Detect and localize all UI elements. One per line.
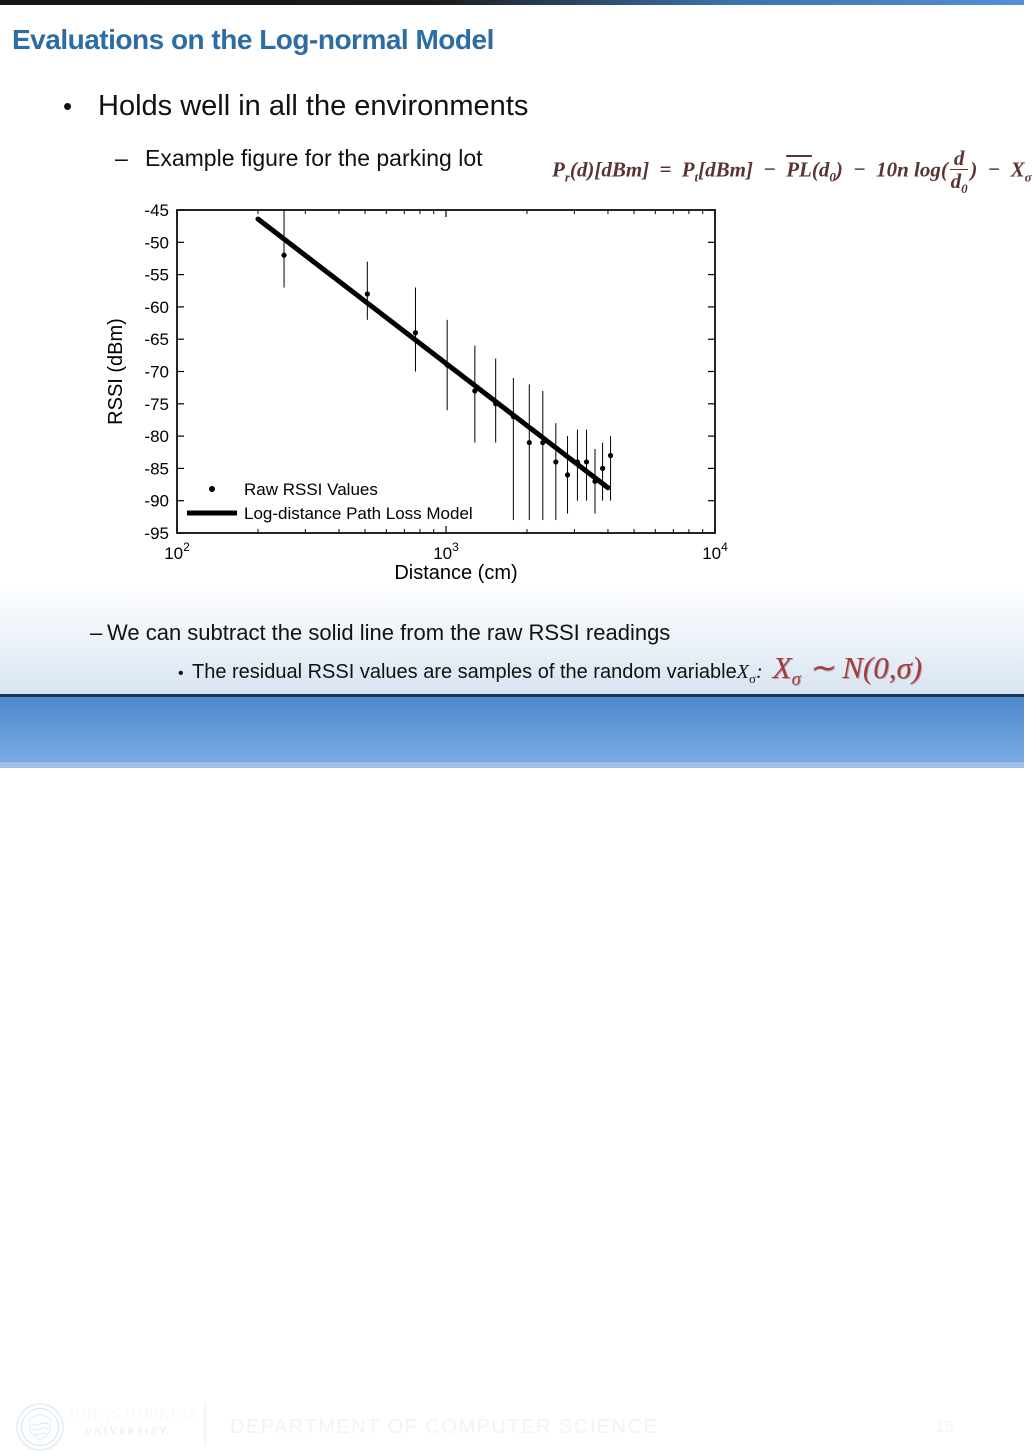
slide-title: Evaluations on the Log-normal Model — [12, 24, 494, 55]
eq-term: P — [681, 157, 695, 182]
eq-fraction-denominator: $d_0$ — [950, 169, 968, 197]
org-name: JOHNS HOPKINS — [68, 1406, 198, 1423]
svg-text:Raw RSSI Values: Raw RSSI Values — [244, 480, 378, 499]
svg-text:Log-distance Path Loss Model: Log-distance Path Loss Model — [244, 504, 473, 523]
bullet-item-2-text: Example figure for the parking lot — [145, 145, 483, 171]
eq-fraction-numerator: d — [950, 147, 969, 170]
svg-text:-95: -95 — [144, 524, 169, 543]
footer-divider — [204, 1403, 206, 1445]
eq-operator: − — [763, 157, 776, 182]
bullet-item-1-text: Holds well in all the environments — [98, 90, 529, 122]
svg-text:103: $10^3$ — [433, 540, 459, 563]
eq-operator: = — [659, 157, 672, 182]
dash-bullet-icon: – — [115, 145, 128, 171]
svg-text:-45: -45 — [144, 201, 169, 220]
svg-text:-60: -60 — [144, 297, 169, 317]
dash-bullet-icon: – — [90, 620, 103, 645]
bullet-item-2 — [115, 145, 483, 172]
svg-text:-65: -65 — [144, 330, 169, 350]
residual-equation: $X_\sigma$ ∼ N(0,σ) — [772, 650, 923, 691]
svg-text:102: $10^2$ — [164, 540, 190, 563]
bullet-item-3-text: We can subtract the solid line from the raw RSSI readings — [107, 620, 671, 645]
chart-canvas — [105, 198, 750, 598]
footer-bar — [0, 697, 1024, 1438]
bullet-dot-icon: • — [178, 665, 184, 682]
eq-sub: t — [694, 169, 699, 185]
eq-term: ) — [835, 157, 843, 182]
eq-sub: r — [564, 169, 570, 185]
svg-text:-70: -70 — [144, 362, 169, 382]
svg-text:-80: -80 — [144, 427, 169, 447]
johns-hopkins-seal-icon — [15, 1402, 65, 1454]
eq-operator: − — [987, 157, 1001, 182]
eq-fraction — [950, 147, 969, 196]
chart-legend — [187, 480, 473, 523]
svg-text:Distance (cm): Distance (cm) — [394, 562, 518, 584]
eq-sub: 0 — [829, 169, 836, 185]
model-equation — [552, 147, 1032, 196]
slide-content-background — [0, 0, 1032, 694]
eq-term: (d)[dBm] — [569, 157, 650, 182]
page-number: 15 — [935, 1417, 954, 1436]
eq-term: (d — [811, 157, 830, 182]
svg-text:-50: -50 — [144, 233, 169, 253]
eq-term: [dBm] — [698, 157, 753, 182]
eq-term: 10n log( — [876, 157, 948, 182]
svg-text:RSSI (dBm): RSSI (dBm) — [105, 318, 127, 425]
eq-term: X — [1010, 157, 1025, 182]
chart-series — [258, 210, 613, 520]
bullet-item-3 — [90, 620, 670, 646]
eq-term: ) — [970, 157, 978, 182]
top-accent-bar — [0, 0, 1024, 5]
university-wordmark — [68, 1406, 198, 1436]
bottom-edge-strip — [0, 762, 1024, 768]
bullet-item-4-text: The residual RSSI values are samples of the random variable — [192, 661, 737, 683]
svg-text:104: $10^4$ — [702, 540, 728, 563]
eq-operator: − — [853, 157, 866, 182]
svg-text:-55: -55 — [144, 265, 169, 285]
bullet-item-4 — [178, 650, 922, 691]
bullet-dot-icon: • — [63, 91, 73, 121]
eq-term: P — [552, 157, 565, 182]
svg-text:-85: -85 — [144, 459, 169, 479]
random-variable-symbol: $X_\sigma$: — [736, 661, 763, 686]
svg-text:-75: -75 — [144, 394, 169, 414]
org-subtitle: UNIVERSITY — [85, 1426, 169, 1436]
eq-sub: σ — [1024, 169, 1032, 185]
bullet-item-1 — [63, 90, 528, 123]
svg-text:-90: -90 — [144, 491, 169, 511]
rssi-vs-distance-chart — [105, 198, 750, 598]
department-name: DEPARTMENT OF COMPUTER SCIENCE — [230, 1416, 659, 1438]
eq-term-overline: $\overline{PL}$ — [786, 157, 812, 182]
